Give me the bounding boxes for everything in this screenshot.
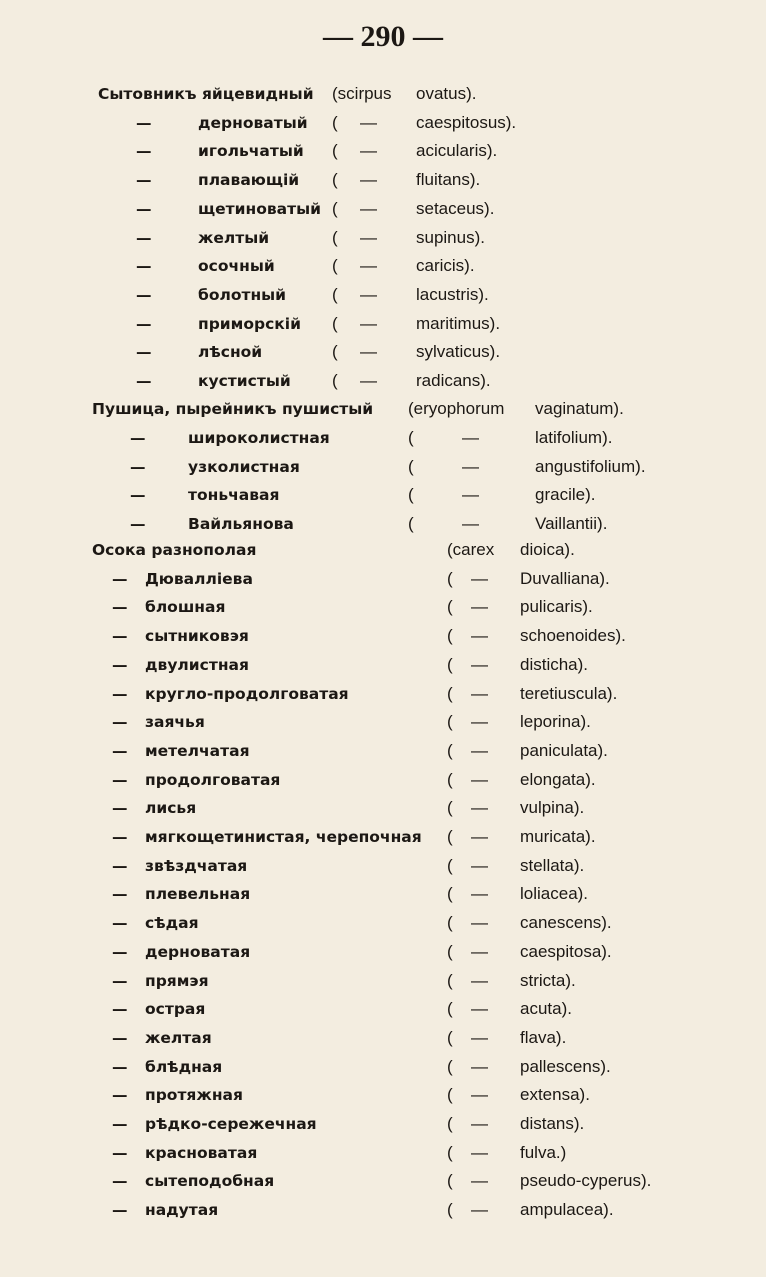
entry-dash: —	[112, 1000, 128, 1019]
latin-dash: —	[462, 427, 479, 447]
russian-name: игольчатый	[198, 142, 304, 161]
russian-name: тоньчавая	[188, 486, 280, 505]
entry-dash: —	[136, 314, 152, 333]
entry-dash: —	[136, 228, 152, 247]
russian-name: продолговатая	[145, 770, 281, 789]
entry-dash: —	[112, 741, 128, 760]
latin-dash: —	[360, 256, 377, 276]
russian-name: блѣдная	[145, 1057, 223, 1076]
entry-dash: —	[112, 598, 128, 617]
latin-name: caespitosa).	[520, 941, 612, 961]
latin-genus: (	[447, 654, 453, 674]
latin-name: fluitans).	[416, 170, 481, 190]
entry-dash: —	[136, 171, 152, 190]
latin-genus: (	[332, 342, 338, 362]
entry-dash: —	[112, 770, 128, 789]
latin-dash: —	[471, 855, 488, 875]
entry-dash: —	[112, 1115, 128, 1133]
latin-dash: —	[360, 342, 377, 362]
latin-genus: (	[447, 597, 453, 617]
latin-name: stellata).	[520, 855, 585, 875]
entry-dash: —	[112, 885, 128, 904]
latin-genus: (	[332, 227, 338, 247]
entry-dash: —	[112, 1143, 128, 1162]
latin-dash: —	[471, 884, 488, 904]
latin-name: muricata).	[520, 827, 596, 846]
latin-dash: —	[360, 227, 377, 247]
latin-dash: —	[471, 798, 488, 818]
latin-name: setaceus).	[416, 198, 495, 218]
latin-dash: —	[471, 654, 488, 674]
entry-dash: —	[112, 828, 128, 846]
latin-name: teretiuscula).	[520, 683, 618, 703]
latin-dash: —	[471, 941, 488, 961]
russian-name: Осока разнополая	[92, 541, 257, 559]
latin-dash: —	[471, 1200, 488, 1220]
latin-name: pulicaris).	[520, 597, 593, 617]
latin-name: stricta).	[520, 970, 576, 990]
entry-dash: —	[136, 199, 152, 218]
entry-dash: —	[130, 515, 146, 534]
russian-name: Дювалліева	[145, 569, 253, 588]
russian-name: желтая	[145, 1028, 212, 1047]
latin-name: lacustris).	[416, 284, 489, 304]
latin-name: sylvaticus).	[416, 342, 501, 362]
latin-name: maritimus).	[416, 313, 501, 333]
russian-name: мягкощетинистая, черепочная	[145, 828, 422, 846]
latin-dash: —	[471, 740, 488, 760]
latin-dash: —	[360, 112, 377, 132]
latin-name: Vaillantii).	[535, 514, 608, 534]
russian-name: метелчатая	[145, 741, 250, 760]
latin-dash: —	[471, 769, 488, 789]
latin-name: acuta).	[520, 999, 572, 1019]
latin-genus: (	[447, 884, 453, 904]
entry-dash: —	[112, 1057, 128, 1076]
entry-dash: —	[136, 257, 152, 276]
latin-dash: —	[360, 198, 377, 218]
latin-dash: —	[471, 970, 488, 990]
latin-genus: (	[332, 313, 338, 333]
latin-genus: (	[447, 1114, 453, 1133]
latin-name: fulva.)	[520, 1142, 567, 1162]
latin-name: schoenoides).	[520, 626, 626, 646]
entry-dash: —	[130, 428, 146, 447]
russian-name: Пушица, пырейникъ пушистый	[92, 400, 374, 418]
russian-name: широколистная	[188, 428, 330, 447]
latin-name: leporina).	[520, 712, 591, 732]
latin-genus: (	[447, 769, 453, 789]
latin-name: paniculata).	[520, 740, 608, 760]
russian-name: протяжная	[145, 1086, 243, 1105]
entry-dash: —	[136, 285, 152, 304]
entry-dash: —	[130, 457, 146, 476]
latin-name: supinus).	[416, 227, 485, 247]
russian-name: двулистная	[145, 655, 249, 674]
russian-name: осочный	[198, 257, 275, 276]
entry-dash: —	[136, 343, 152, 362]
russian-name: щетиноватый	[198, 199, 321, 218]
latin-dash: —	[471, 1114, 488, 1133]
latin-dash: —	[462, 456, 479, 476]
latin-name: angustifolium).	[535, 456, 646, 476]
latin-name: acicularis).	[416, 141, 498, 161]
russian-name: красноватая	[145, 1143, 258, 1162]
entry-dash: —	[112, 1172, 128, 1191]
latin-genus: (	[447, 970, 453, 990]
entry-dash: —	[112, 942, 128, 961]
latin-genus: (	[447, 827, 453, 846]
entry-dash: —	[136, 142, 152, 161]
russian-name: кругло-продолговатая	[145, 684, 349, 703]
latin-dash: —	[471, 1085, 488, 1105]
russian-name: кустистый	[198, 372, 291, 390]
russian-name: лѣсной	[198, 343, 263, 362]
latin-genus: (	[447, 712, 453, 732]
latin-name: ovatus).	[416, 84, 477, 103]
latin-genus: (	[332, 170, 338, 190]
latin-genus: (	[408, 456, 414, 476]
latin-name: ampulacea).	[520, 1200, 614, 1220]
russian-name: острая	[145, 1000, 206, 1019]
latin-name: loliacea).	[520, 884, 589, 904]
russian-name: узколистная	[188, 457, 300, 476]
entry-dash: —	[112, 856, 128, 875]
russian-name: дерноватая	[145, 942, 251, 961]
latin-name: canescens).	[520, 913, 612, 933]
latin-genus: (	[408, 427, 414, 447]
latin-name: radicans).	[416, 371, 491, 390]
entry-dash: —	[136, 372, 152, 390]
russian-name: надутая	[145, 1201, 219, 1220]
russian-name: приморскій	[198, 314, 301, 333]
latin-dash: —	[471, 1056, 488, 1076]
latin-name: caespitosus).	[416, 112, 517, 132]
latin-name: distans).	[520, 1114, 585, 1133]
russian-name: блошная	[145, 598, 226, 617]
russian-name: рѣдко-сережечная	[145, 1115, 317, 1133]
entry-dash: —	[112, 713, 128, 732]
russian-name: желтый	[198, 228, 270, 247]
latin-genus: (	[408, 485, 414, 505]
latin-genus: (	[447, 798, 453, 818]
latin-name: caricis).	[416, 256, 475, 276]
latin-name: flava).	[520, 1027, 567, 1047]
entry-dash: —	[112, 655, 128, 674]
latin-name: vulpina).	[520, 798, 585, 818]
latin-genus: (	[447, 941, 453, 961]
russian-name: Вайльянова	[188, 515, 294, 534]
latin-dash: —	[462, 485, 479, 505]
latin-genus: (	[447, 1085, 453, 1105]
latin-genus: (	[332, 284, 338, 304]
latin-genus: (eryophorum	[408, 399, 505, 418]
latin-name: elongata).	[520, 769, 596, 789]
latin-name: extensa).	[520, 1085, 590, 1105]
latin-dash: —	[471, 568, 488, 588]
russian-name: Сытовникъ яйцевидный	[98, 85, 314, 103]
latin-genus: (	[447, 683, 453, 703]
latin-dash: —	[471, 626, 488, 646]
entry-dash: —	[136, 113, 152, 132]
latin-dash: —	[360, 371, 377, 390]
entry-dash: —	[112, 684, 128, 703]
entry-dash: —	[112, 1028, 128, 1047]
latin-genus: (	[332, 256, 338, 276]
russian-name: болотный	[198, 285, 287, 304]
entry-dash: —	[112, 971, 128, 990]
russian-name: дерноватый	[198, 113, 308, 132]
latin-genus: (	[447, 855, 453, 875]
latin-dash: —	[471, 1142, 488, 1162]
latin-genus: (	[447, 740, 453, 760]
latin-genus: (	[447, 1056, 453, 1076]
latin-dash: —	[462, 514, 479, 534]
latin-genus: (	[408, 514, 414, 534]
entry-dash: —	[112, 1086, 128, 1105]
latin-genus: (	[332, 371, 338, 390]
latin-dash: —	[471, 999, 488, 1019]
russian-name: прямэя	[145, 971, 209, 990]
latin-genus: (	[332, 141, 338, 161]
latin-genus: (	[332, 198, 338, 218]
russian-name: лисья	[145, 799, 197, 818]
latin-genus: (scirpus	[332, 84, 392, 103]
latin-name: vaginatum).	[535, 399, 624, 418]
entry-dash: —	[112, 627, 128, 646]
latin-genus: (	[332, 112, 338, 132]
entry-dash: —	[112, 569, 128, 588]
latin-name: dioica).	[520, 540, 575, 559]
entry-dash: —	[130, 486, 146, 505]
latin-dash: —	[471, 1171, 488, 1191]
latin-name: latifolium).	[535, 427, 613, 447]
latin-dash: —	[360, 313, 377, 333]
latin-genus: (carex	[447, 540, 495, 559]
latin-genus: (	[447, 1027, 453, 1047]
latin-dash: —	[471, 913, 488, 933]
latin-genus: (	[447, 1142, 453, 1162]
latin-dash: —	[471, 683, 488, 703]
latin-genus: (	[447, 1200, 453, 1220]
latin-genus: (	[447, 568, 453, 588]
russian-name: сытниковэя	[145, 627, 249, 646]
latin-dash: —	[360, 170, 377, 190]
latin-dash: —	[471, 712, 488, 732]
russian-name: сѣдая	[145, 914, 199, 933]
russian-name: плавающій	[198, 171, 300, 190]
latin-name: pallescens).	[520, 1056, 611, 1076]
russian-name: звѣздчатая	[145, 856, 248, 875]
russian-name: плевельная	[145, 885, 251, 904]
latin-name: gracile).	[535, 485, 596, 505]
latin-dash: —	[471, 827, 488, 846]
latin-genus: (	[447, 1171, 453, 1191]
entry-dash: —	[112, 914, 128, 933]
latin-name: Duvalliana).	[520, 568, 610, 588]
latin-dash: —	[471, 597, 488, 617]
russian-name: заячья	[145, 713, 205, 732]
latin-name: pseudo-cyperus).	[520, 1171, 652, 1191]
entry-dash: —	[112, 1201, 128, 1220]
latin-dash: —	[360, 284, 377, 304]
latin-genus: (	[447, 626, 453, 646]
latin-genus: (	[447, 913, 453, 933]
russian-name: сытеподобная	[145, 1172, 275, 1191]
latin-dash: —	[360, 141, 377, 161]
page-number: — 290 —	[323, 20, 443, 53]
entry-dash: —	[112, 799, 128, 818]
latin-dash: —	[471, 1027, 488, 1047]
latin-name: disticha).	[520, 654, 589, 674]
latin-genus: (	[447, 999, 453, 1019]
